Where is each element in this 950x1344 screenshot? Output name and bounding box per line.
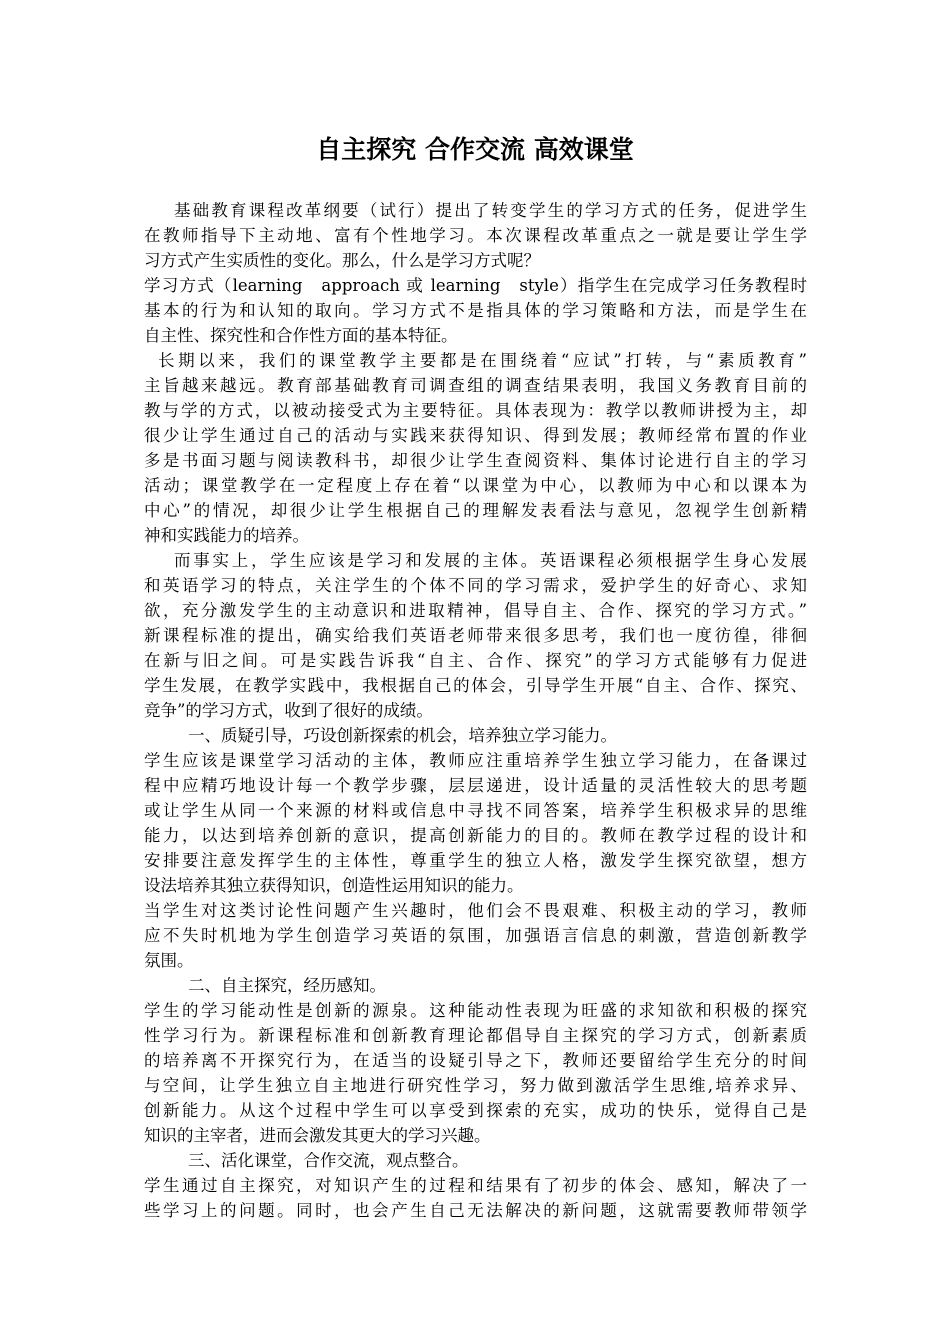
section-heading: 二、自主探究，经历感知。: [188, 976, 386, 995]
document-body: [144, 198, 807, 1223]
paragraph-line: 在新与旧之间。可是实践告诉我“自主、合作、探究”的学习方式能够有力促进: [144, 651, 807, 670]
section-heading: 一、质疑引导，巧设创新探索的机会，培养独立学习能力。: [188, 726, 617, 745]
paragraph-line: 活动；课堂教学在一定程度上存在着“以课堂为中心，以教师为中心和以课本为: [144, 476, 807, 495]
paragraph-line: 中心”的情况，却很少让学生根据自己的理解发表看法与意见，忽视学生创新精: [144, 501, 807, 520]
section-heading: 三、活化课堂，合作交流，观点整合。: [188, 1151, 469, 1170]
paragraph-line: 能力，以达到培养创新的意识，提高创新能力的目的。教师在教学过程的设计和: [144, 826, 807, 845]
paragraph-line: 多是书面习题与阅读教科书，却很少让学生查阅资料、集体讨论进行自主的学习: [144, 451, 807, 470]
paragraph-line: 或让学生从同一个来源的材料或信息中寻找不同答案，培养学生积极求异的思维: [144, 801, 807, 820]
paragraph-line: 创新能力。从这个过程中学生可以享受到探索的充实，成功的快乐，觉得自己是: [144, 1101, 807, 1120]
paragraph-line: 程中应精巧地设计每一个教学步骤，层层递进，设计适量的灵活性较大的思考题: [144, 776, 807, 795]
paragraph-line: 学习方式（learning approach 或 learning style）指学生在完成学习任务教程时: [144, 276, 807, 295]
paragraph-line: 自主性、探究性和合作性方面的基本特征。: [144, 326, 458, 345]
document-title: 自主探究 合作交流 高效课堂: [316, 135, 634, 164]
paragraph-line: 与空间，让学生独立自主地进行研究性学习，努力做到激活学生思维,培养求异、: [144, 1076, 807, 1095]
paragraph-line: 和英语学习的特点，关注学生的个体不同的学习需求，爱护学生的好奇心、求知: [144, 576, 807, 595]
paragraph-line: 很少让学生通过自己的活动与实践来获得知识、得到发展；教师经常布置的作业: [144, 426, 807, 445]
paragraph-line: 性学习行为。新课程标准和创新教育理论都倡导自主探究的学习方式，创新素质: [144, 1026, 807, 1045]
paragraph-line: 基础教育课程改革纲要（试行）提出了转变学生的学习方式的任务，促进学生: [174, 201, 807, 220]
paragraph-line: 学生的学习能动性是创新的源泉。这种能动性表现为旺盛的求知欲和积极的探究: [144, 1001, 807, 1020]
paragraph-line: 而事实上，学生应该是学习和发展的主体。英语课程必须根据学生身心发展: [174, 551, 807, 570]
paragraph-line: 习方式产生实质性的变化。那么，什么是学习方式呢？: [144, 251, 540, 270]
paragraph-line: 竞争”的学习方式，收到了很好的成绩。: [144, 701, 433, 720]
paragraph-line: 欲，充分激发学生的主动意识和进取精神，倡导自主、合作、探究的学习方式。”: [144, 601, 807, 620]
paragraph-line: 设法培养其独立获得知识，创造性运用知识的能力。: [144, 876, 524, 895]
paragraph-line: 新课程标准的提出，确实给我们英语老师带来很多思考，我们也一度彷徨，徘徊: [144, 626, 807, 645]
paragraph-line: 些学习上的问题。同时，也会产生自己无法解决的新问题，这就需要教师带领学: [144, 1201, 807, 1220]
paragraph-line: 在教师指导下主动地、富有个性地学习。本次课程改革重点之一就是要让学生学: [144, 226, 807, 245]
paragraph-line: 氛围。: [144, 951, 194, 970]
paragraph-line: 学生通过自主探究，对知识产生的过程和结果有了初步的体会、感知，解决了一: [144, 1176, 807, 1195]
paragraph-line: 长期以来，我们的课堂教学主要都是在围绕着“应试”打转，与“素质教育”: [158, 351, 807, 370]
paragraph-line: 应不失时机地为学生创造学习英语的氛围，加强语言信息的刺激，营造创新教学: [144, 926, 807, 945]
paragraph-line: 当学生对这类讨论性问题产生兴趣时，他们会不畏艰难、积极主动的学习，教师: [144, 901, 807, 920]
paragraph-line: 主旨越来越远。教育部基础教育司调查组的调查结果表明，我国义务教育目前的: [144, 376, 807, 395]
paragraph-line: 基本的行为和认知的取向。学习方式不是指具体的学习策略和方法，而是学生在: [144, 301, 807, 320]
paragraph-line: 教与学的方式，以被动接受式为主要特征。具体表现为：教学以教师讲授为主，却: [144, 401, 807, 420]
paragraph-line: 安排要注意发挥学生的主体性，尊重学生的独立人格，激发学生探究欲望，想方: [144, 851, 807, 870]
paragraph-line: 学生发展，在教学实践中，我根据自己的体会，引导学生开展“自主、合作、探究、: [144, 676, 807, 695]
paragraph-line: 知识的主宰者，进而会激发其更大的学习兴趣。: [144, 1126, 491, 1145]
paragraph-line: 神和实践能力的培养。: [144, 526, 309, 545]
paragraph-line: 的培养离不开探究行为，在适当的设疑引导之下，教师还要留给学生充分的时间: [144, 1051, 807, 1070]
paragraph-line: 学生应该是课堂学习活动的主体，教师应注重培养学生独立学习能力，在备课过: [144, 751, 807, 770]
